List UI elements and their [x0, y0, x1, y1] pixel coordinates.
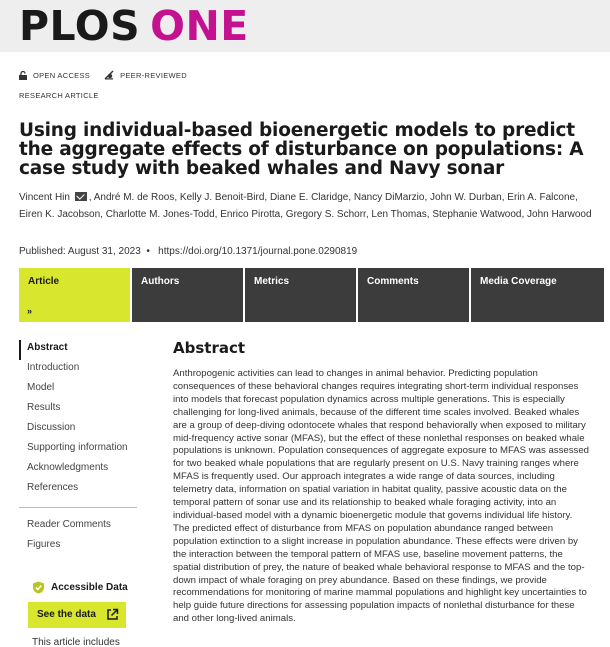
article-title: Using individual-based bioenergetic models to predict the aggregate effects of disturbance on populations: A case study with beaked whales and Navy sonar: [19, 120, 584, 179]
tab-metrics[interactable]: Metrics: [245, 268, 356, 322]
accessible-data-note: This article includes: [32, 637, 120, 647]
article-nav: [19, 340, 149, 557]
sidebar-item-abstract[interactable]: Abstract: [19, 340, 149, 360]
peer-reviewed-badge[interactable]: PEER-REVIEWED: [104, 70, 187, 80]
see-the-data-button[interactable]: See the data: [28, 602, 126, 628]
sidebar-item-introduction[interactable]: Introduction: [27, 362, 80, 373]
unlock-icon: [19, 71, 27, 80]
sidebar-item-references[interactable]: References: [27, 482, 79, 493]
email-icon[interactable]: [75, 192, 87, 201]
sidebar-item-reader-comments[interactable]: Reader Comments: [27, 519, 111, 530]
author-rest[interactable]: André M. de Roos, Kelly J. Benoit-Bird, Diane E. Claridge, Nancy DiMarzio, John W. Durban, Erin A. Falcone, Eiren K. Jacobson, Charlotte M. Jones-Todd, Enrico Pirotta, Gregory S. Schorr, Len Thomas, Stephanie Watwood, John Harwood: [19, 192, 592, 220]
published-date: Published: August 31, 2023: [19, 246, 141, 257]
author-first[interactable]: Vincent Hin: [19, 192, 70, 203]
abstract-heading: Abstract: [173, 339, 246, 357]
plos-one-logo[interactable]: PLOS ONE: [19, 2, 249, 50]
chevron-down-icon: »: [27, 306, 33, 316]
sidebar-item-supporting-information[interactable]: Supporting information: [27, 442, 128, 453]
sidebar-divider: [19, 507, 137, 508]
article-type: RESEARCH ARTICLE: [19, 91, 99, 100]
doi-link[interactable]: https://doi.org/10.1371/journal.pone.0290819: [158, 246, 358, 257]
sidebar-item-model[interactable]: Model: [27, 382, 55, 393]
separator-dot: •: [143, 246, 156, 257]
sidebar-item-acknowledgments[interactable]: Acknowledgments: [27, 462, 109, 473]
article-tabs: [19, 268, 610, 322]
sidebar-item-results[interactable]: Results: [27, 402, 61, 413]
tab-article[interactable]: Article »: [19, 268, 130, 322]
open-access-badge[interactable]: OPEN ACCESS: [19, 71, 90, 80]
tab-comments[interactable]: Comments: [358, 268, 469, 322]
peer-review-icon: [104, 70, 114, 80]
article-badges: [19, 70, 201, 80]
sidebar-item-discussion[interactable]: Discussion: [27, 422, 76, 433]
abstract-text: Anthropogenic activities can lead to changes in animal behavior. Predicting population consequences of these behavioral changes requires integrating short-term individual responses into models that forecast population dynamics across multiple generations. This is especially challenging for long-lived animals, because of the different time scales involved. Beaked whales are a group of deep-diving odontocete whales that respond behaviorally when exposed to military mid-frequency active sonar (MFAS), but the effect of these nonlethal responses on beaked whale populations is unknown. Population consequences of aggregate exposure to MFAS was assessed for two beaked whale populations that are regularly present on U.S. Navy training ranges where MFAS is frequently used. Our approach integrates a wide range of data sources, including telemetry data, information on spatial variation in habitat quality, passive acoustic data on the temporal pattern of sonar use and its relationship to beaked whale foraging activity, into an individual-based model with a dynamic bioenergetic module that governs individual life history. The predicted effect of disturbance from MFAS on population abundance ranged between population extinction to a slight increase in population abundance. These effects were driven by the interaction between the temporal pattern of MFAS use, baseline movement patterns, the spatial distribution of prey, the nature of beaked whale behavioral response to MFAS and the top-down impact of whale foraging on prey abundance. Based on these findings, we provide recommendations for monitoring of marine mammal populations and highlight key uncertainties to help guide future directions for assessing population impacts of nonlethal disturbance for these and other long-lived animals.: [173, 368, 589, 625]
tab-authors[interactable]: Authors: [132, 268, 243, 322]
accessible-data-heading: Accessible Data: [32, 581, 128, 594]
author-list: Vincent Hin , André M. de Roos, Kelly J. Benoit-Bird, Diane E. Claridge, Nancy DiMarzio, John W. Durban, Erin A. Falcone, Eiren K. Jacobson, Charlotte M. Jones-Todd, Enrico Pirotta, Gregory S. Schorr, Len Thomas, Stephanie Watwood, John Harwood: [19, 192, 592, 220]
check-shield-icon: [32, 581, 45, 594]
sidebar-item-figures[interactable]: Figures: [27, 539, 61, 550]
publication-info: [19, 246, 357, 257]
external-link-icon: [106, 608, 119, 621]
tab-media-coverage[interactable]: Media Coverage: [471, 268, 604, 322]
site-header: [0, 0, 610, 52]
